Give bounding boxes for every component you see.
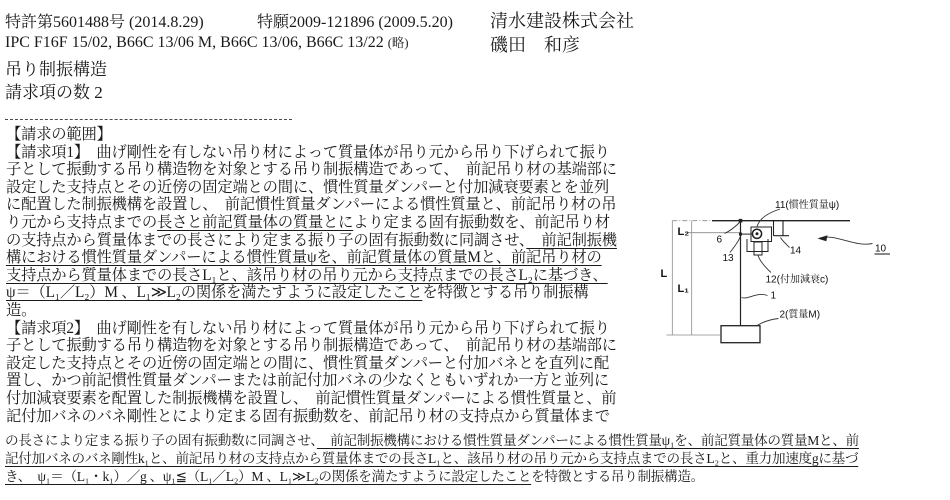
damper-piston (754, 242, 762, 255)
text-segment: 設定した支持点とその近傍の固定端との間に、慣性質量ダンパーと付加減衰要素とを並列 (6, 178, 609, 196)
text-line (6, 355, 666, 373)
underlined-text-segment: 前記制振機 (526, 231, 617, 249)
patent-number: 特許第5601488号 (2014.8.29) (5, 14, 204, 31)
support-point-node (739, 219, 743, 223)
text-line (6, 284, 666, 302)
text-segment: 置し、かつ前記慣性質量ダンパーまたは前記付加バネの少なくともいずれか一方と並列に (6, 372, 609, 390)
text-line (6, 232, 666, 250)
ipc-classification (5, 33, 409, 52)
text-segment: り元から支持点までの (6, 213, 157, 231)
hanging-bracket-14 (774, 221, 790, 236)
text-segment: 付加減衰要素を配置した制振機構を設置し、 前記慣性質量ダンパーによる慣性質量と、前 (6, 389, 617, 407)
leader-2 (757, 319, 779, 326)
label-dim-L: L (660, 268, 668, 280)
text-segment: の支持点から質量体までの長さにより定まる振り子の固有振動数に同調させ、 (6, 231, 527, 249)
underlined-text-segment: 記付加バネのバネ剛性k₁と、前記吊り材の支持点から質量体までの長さL₁と、該吊り材の吊り元から支持点までの長さL₂と、重力加速度gに基づ (5, 451, 859, 467)
underlined-text-segment: 支持点から質量体までの長さL₁と、該吊り材の吊り元から支持点までの長さL₂に基づき、 (6, 266, 608, 284)
text-segment: 設定した支持点とその近傍の固定端との間に、慣性質量ダンパーと付加バネとを直列に配 (6, 354, 609, 372)
text-line (6, 144, 666, 162)
text-line (6, 214, 666, 232)
patent-title: 吊り制振構造 (5, 60, 107, 79)
arrow-10-head (818, 235, 828, 241)
text-line (6, 179, 666, 197)
leader-13 (730, 237, 740, 253)
text-line (6, 267, 666, 285)
inventor-name: 磯田 和彦 (490, 35, 580, 55)
leader-11 (757, 209, 780, 227)
claims-count: 請求項の数 2 (5, 83, 103, 102)
ipc-abbrev-note: (略) (387, 36, 409, 50)
label-inertial-mass-11: 11(慣性質量ψ) (775, 200, 840, 211)
text-line (6, 320, 666, 338)
text-line (6, 161, 666, 179)
label-rod-1: 1 (770, 290, 777, 302)
text-segment: 子として振動する吊り構造物を対象とする吊り制振構造であって、 前記吊り材の基端部に (6, 161, 617, 179)
claims-section (6, 126, 666, 425)
claim-lines (6, 144, 666, 426)
label-support-6: 6 (716, 234, 723, 246)
text-line (5, 468, 950, 486)
label-damping-12: 12(付加減衰c) (765, 274, 829, 286)
label-assembly-10: 10 (875, 243, 887, 255)
text-line (6, 249, 666, 267)
underlined-text-segment: き、 ψ₁＝（L₁・k₁）／g 、ψ₁≦（L₁／L₂）M 、L₁≫L₂の関係を満たすように設定したこと (5, 469, 532, 485)
text-line (5, 450, 950, 468)
mass-block (721, 326, 760, 343)
claim2-continuation-section (5, 432, 950, 487)
text-line (6, 302, 666, 320)
text-line (6, 408, 666, 426)
text-segment: を特徴とする吊り制振構 (422, 284, 589, 302)
label-node-13: 13 (722, 253, 734, 264)
label-dim-L1: L₁ (677, 283, 689, 295)
text-segment: の長さにより定まる振り子の固有振動数に同調させ、 (5, 433, 317, 448)
text-segment: を特徴とする吊り制振構造。 (531, 469, 704, 485)
leader-12 (758, 255, 771, 273)
text-line (6, 372, 666, 390)
text-line (6, 196, 666, 214)
underlined-text-segment: 前記制振機構における慣性質量ダンパーによる慣性質量ψ₁を、前記質量体の質量Mと、前 (316, 433, 859, 448)
text-segment: 記付加バネのバネ剛性とにより定まる固有振動数を、前記吊り材の支持点から質量体まで (6, 407, 610, 425)
leader-14 (781, 238, 790, 248)
text-line (6, 337, 666, 355)
claims-heading: 【請求の範囲】 (6, 126, 112, 143)
text-line (6, 390, 666, 408)
application-number: 特願2009-121896 (2009.5.20) (257, 14, 453, 31)
assignee-name: 清水建設株式会社 (490, 11, 634, 31)
damper-box-12 (747, 239, 768, 252)
separator-dashed-line (5, 119, 292, 120)
underlined-text-segment: 構における慣性質量ダンパーによる慣性質量ψを、前記質量体の質量Mと、前記吊り材の (6, 249, 602, 267)
text-segment: 【請求項2】 曲げ剛性を有しない吊り材によって質量体が吊り元から吊り下げられて振り (6, 319, 610, 337)
text-segment: 造。 (6, 301, 37, 319)
damper-hub (756, 232, 759, 235)
text-segment: より定まる固有振動数を、前記吊り材 (353, 213, 610, 231)
label-mass-2: 2(質量M) (779, 309, 821, 321)
text-line (5, 432, 950, 450)
underlined-text-segment: 長さと前記質量体の質量とに (156, 213, 354, 231)
patent-figure (650, 183, 950, 360)
leader-1 (742, 294, 768, 298)
text-segment: 【請求項1】 曲げ剛性を有しない吊り材によって質量体が吊り元から吊り下げられて振り (6, 143, 610, 161)
text-segment: 子として振動する吊り構造物を対象とする吊り制振構造であって、 前記吊り材の基端部に (6, 337, 617, 355)
leader-6 (725, 223, 740, 234)
text-segment: に配置した制振機構を設置し、 前記慣性質量ダンパーによる慣性質量と、前記吊り材の吊 (6, 196, 617, 214)
arrow-10-tail (820, 237, 873, 244)
ipc-codes: IPC F16F 15/02, B66C 13/06 M, B66C 13/06, B66C 13/22 (5, 34, 384, 51)
label-bracket-14: 14 (790, 245, 802, 257)
underlined-text-segment: ψ＝（L₁／L₂）M 、L₁≫L₂の関係を満たすように設定したこと (6, 284, 423, 302)
bottom-lines (5, 432, 950, 487)
label-dim-L2: L₂ (677, 226, 690, 238)
